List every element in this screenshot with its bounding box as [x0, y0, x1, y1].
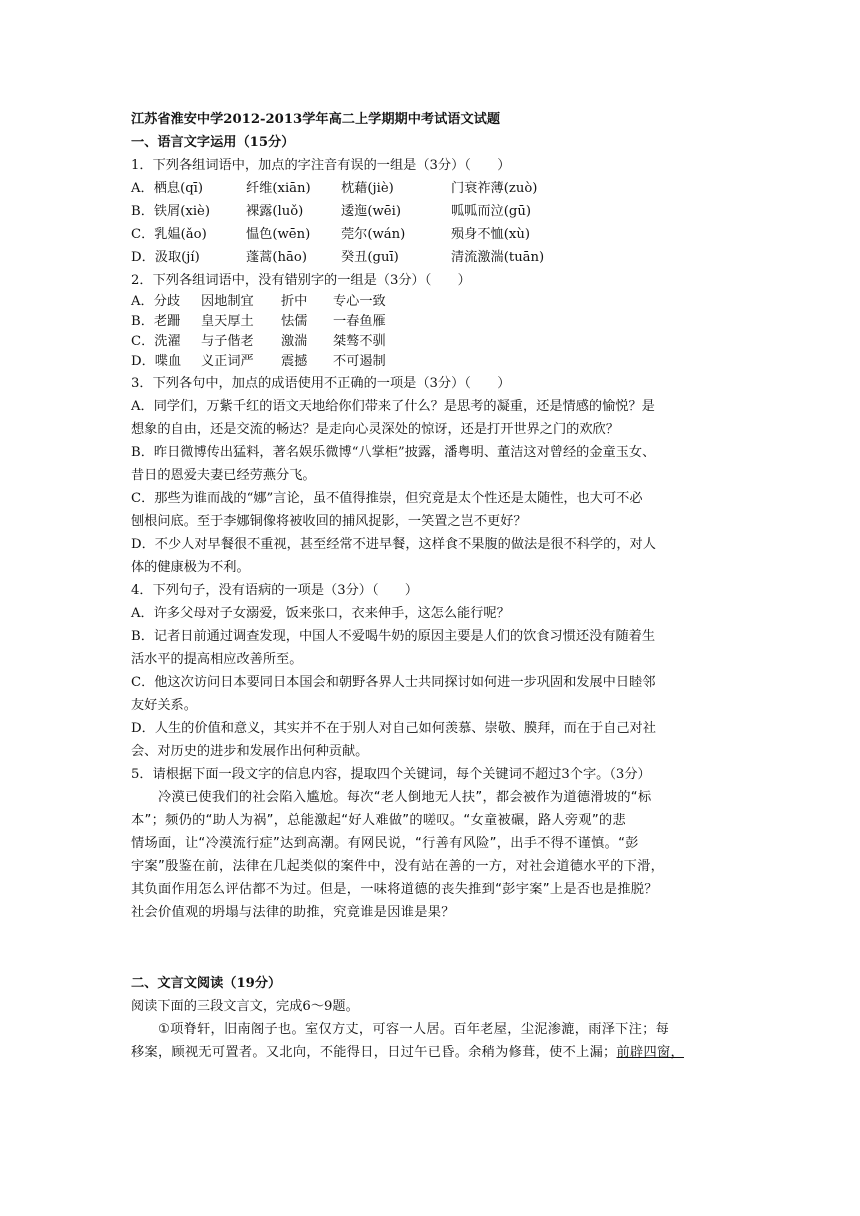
classical-passage-line: [131, 1041, 736, 1064]
question-2-stem: 2．下列各组词语中，没有错别字的一组是（3分）（ ）: [131, 273, 471, 288]
passage-line: 本”；频仍的“助人为祸”，总能激起“好人难做”的嗟叹。“女童被碾，路人旁观”的悲: [131, 813, 627, 828]
option-cell: C．洗濯: [131, 334, 181, 349]
underlined-sentence: 前辟四窗，: [616, 1045, 684, 1060]
question-2-option-d: [131, 352, 736, 372]
option-cell: 怯儒: [281, 314, 308, 329]
option-cell: 桀骜不驯: [333, 334, 386, 349]
passage-line: 社会价值观的坍塌与法律的助推，究竟谁是因谁是果？: [131, 905, 455, 920]
passage-line: 宇案”殷鉴在前，法律在几起类似的案件中，没有站在善的一方，对社会道德水平的下滑，: [131, 859, 665, 874]
spacer: [131, 924, 736, 972]
question-3-line: B．昨日微博传出猛料，著名娱乐微博“八掌柜”披露，潘粤明、董洁这对曾经的金童玉女、: [131, 445, 656, 460]
option-cell: 专心一致: [333, 294, 386, 309]
option-cell: 与子偕老: [201, 334, 254, 349]
option-cell: 一春鱼雁: [333, 314, 386, 329]
question-4-line: D．人生的价值和意义，其实并不在于别人对自己如何羡慕、崇敬、膜拜，而在于自己对社: [131, 721, 656, 736]
option-cell: A．分歧: [131, 294, 181, 309]
question-3-line: 体的健康极为不利。: [131, 560, 250, 575]
question-4-line: B．记者日前通过调查发现，中国人不爱喝牛奶的原因主要是人们的饮食习惯还没有随着生: [131, 629, 655, 644]
option-cell: 震撼: [281, 354, 308, 369]
option-cell: 义正词严: [201, 354, 254, 369]
option-cell: 门衰祚薄(zuò): [451, 181, 538, 196]
question-3-line: D．不少人对早餐很不重视，甚至经常不进早餐，这样食不果腹的做法是很不科学的，对人: [131, 537, 656, 552]
option-cell: B．老跚: [131, 314, 181, 329]
question-4-line: 会、对历史的进步和发展作出何种贡献。: [131, 744, 369, 759]
option-cell: D．喋血: [131, 354, 182, 369]
option-cell: 裸露(luǒ): [246, 204, 304, 219]
option-cell: 殒身不恤(xù): [451, 227, 530, 242]
document-title: 江苏省淮安中学2012-2013学年高二上学期期中考试语文试题: [131, 112, 501, 127]
question-3-line: 想象的自由，还是交流的畅达？是走向心灵深处的惊讶，还是打开世界之门的欢欣？: [131, 422, 619, 437]
option-cell: 蓬蒿(hāo): [246, 250, 307, 265]
option-cell: 激湍: [281, 334, 308, 349]
option-cell: 皇天厚土: [201, 314, 254, 329]
question-2-option-c: [131, 332, 736, 352]
option-cell: 莞尔(wán): [341, 227, 406, 242]
option-cell: 呱呱而泣(gū): [451, 204, 531, 219]
question-4-line: 活水平的提高相应改善所至。: [131, 652, 303, 667]
option-cell: 癸丑(guī): [341, 250, 399, 265]
passage-line: 冷漠已使我们的社会陷入尴尬。每次“老人倒地无人扶”，都会被作为道德滑坡的“标: [131, 790, 652, 805]
section-1-heading: 一、语言文字运用（15分）: [131, 135, 295, 150]
question-1-option-d: [131, 246, 736, 269]
question-3-line: A．同学们，万紫千红的语文天地给你们带来了什么？是思考的凝重，还是情感的愉悦？是: [131, 399, 655, 414]
question-1-option-a: [131, 177, 736, 200]
classical-passage-text: 移案，顾视无可置者。又北向，不能得日，日过午已昏。余稍为修葺，使不上漏；: [131, 1045, 617, 1060]
section-2-heading: 二、文言文阅读（19分）: [131, 976, 282, 991]
option-cell: 清流激湍(tuān): [451, 250, 545, 265]
question-3-line: C．那些为谁而战的“娜”言论，虽不值得推崇，但究竟是太个性还是太随性，也大可不必: [131, 491, 643, 506]
question-2-option-b: [131, 312, 736, 332]
question-4-line: C．他这次访问日本要同日本国会和朝野各界人士共同探讨如何进一步巩固和发展中日睦邻: [131, 675, 656, 690]
option-cell: A．栖息(qī): [131, 181, 204, 196]
option-cell: B．铁屑(xiè): [131, 204, 211, 219]
question-3-stem: 3．下列各句中，加点的成语使用不正确的一项是（3分）（ ）: [131, 376, 511, 391]
option-cell: 折中: [281, 294, 308, 309]
passage-line: 情场面，让“冷漠流行症”达到高潮。有网民说，“行善有风险”，出手不得不谨慎。“彭: [131, 836, 639, 851]
passage-line: 其负面作用怎么评估都不为过。但是，一味将道德的丧失推到“彭宇案”上是否也是推脱？: [131, 882, 658, 897]
option-cell: 逶迤(wēi): [341, 204, 401, 219]
classical-passage-line: ①项脊轩，旧南阁子也。室仅方丈，可容一人居。百年老屋，尘泥渗漉，雨泽下注；每: [131, 1022, 670, 1037]
option-cell: 愠色(wēn): [246, 227, 311, 242]
section-2-intro: 阅读下面的三段文言文，完成6～9题。: [131, 999, 359, 1014]
question-4-line: A．许多父母对子女溺爱，饭来张口，衣来伸手，这怎么能行呢？: [131, 606, 510, 621]
question-1-option-c: [131, 223, 736, 246]
option-cell: 因地制宜: [201, 294, 254, 309]
question-1-stem: 1．下列各组词语中，加点的字注音有误的一组是（3分）（ ）: [131, 158, 511, 173]
option-cell: 不可遏制: [333, 354, 386, 369]
question-4-line: 友好关系。: [131, 698, 197, 713]
exam-content: [131, 108, 736, 1064]
question-1-option-b: [131, 200, 736, 223]
question-3-line: 刨根问底。至于李娜铜像将被收回的捕风捉影，一笑置之岂不更好？: [131, 514, 527, 529]
option-cell: C．乳媪(ǎo): [131, 227, 207, 242]
option-cell: 枕藉(jiè): [341, 181, 394, 196]
option-cell: D．汲取(jí): [131, 250, 200, 265]
question-3-line: 昔日的恩爱夫妻已经劳燕分飞。: [131, 468, 316, 483]
option-cell: 纤维(xiān): [246, 181, 311, 196]
question-4-stem: 4．下列句子，没有语病的一项是（3分）（ ）: [131, 583, 419, 598]
question-2-option-a: [131, 292, 736, 312]
question-5-stem: 5．请根据下面一段文字的信息内容，提取四个关键词，每个关键词不超过3个字。（3分）: [131, 767, 651, 782]
